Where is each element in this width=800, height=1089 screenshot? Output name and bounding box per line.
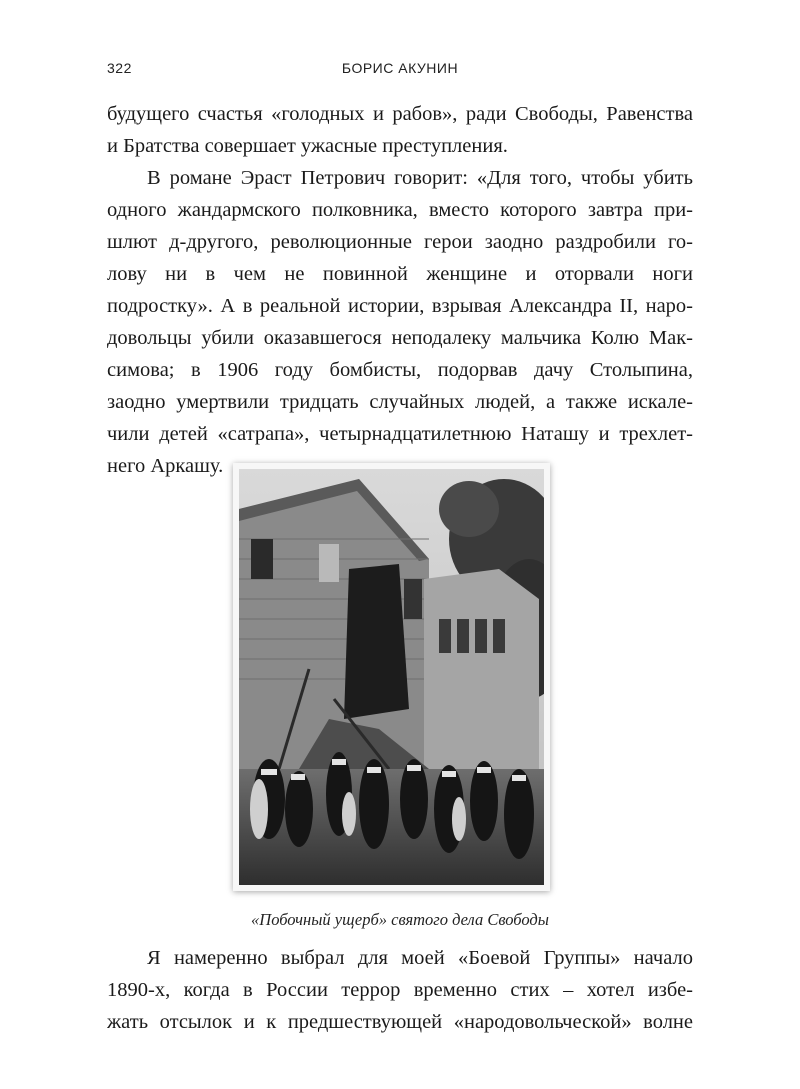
text-line: подростку». А в реальной истории, взрывая Александра II, наро- (107, 295, 693, 317)
paragraph (107, 162, 693, 482)
page-header (107, 60, 693, 80)
text-line: чили детей «сатрапа», четырнадцатилетнюю Наташу и трехлет- (107, 423, 693, 445)
paragraph (107, 942, 693, 1038)
body-text-top (107, 98, 693, 482)
photo-damaged-dacha (239, 469, 544, 885)
text-line: В романе Эраст Петрович говорит: «Для того, чтобы убить (147, 167, 693, 189)
text-line: заодно умертвили тридцать случайных людей, а также искале- (107, 391, 693, 413)
text-line: одного жандармского полковника, вместо которого завтра при- (107, 199, 693, 221)
figure-caption: «Побочный ущерб» святого дела Свободы (251, 910, 549, 929)
text-line: и Братства совершает ужасные преступления. (107, 135, 508, 157)
figure-photo (233, 463, 550, 891)
text-line: лову ни в чем не повинной женщине и оторвали ноги (107, 263, 693, 285)
body-text-bottom (107, 942, 693, 1038)
text-line: будущего счастья «голодных и рабов», ради Свободы, Равенства (107, 103, 693, 125)
running-head-author: БОРИС АКУНИН (341, 60, 459, 76)
text-line: довольцы убили оказавшегося неподалеку мальчика Колю Мак- (107, 327, 693, 349)
text-line: него Аркашу. (107, 455, 224, 477)
text-line: Я намеренно выбрал для моей «Боевой Группы» начало (147, 947, 693, 969)
page-number: 322 (107, 60, 132, 76)
text-line: симова; в 1906 году бомбисты, подорвав дачу Столыпина, (107, 359, 693, 381)
paragraph-continued (107, 98, 693, 162)
text-line: жать отсылок и к предшествующей «народовольческой» волне (107, 1011, 693, 1033)
text-line: шлют д-другого, революционные герои заодно раздробили го- (107, 231, 693, 253)
text-line: 1890-х, когда в России террор временно стих – хотел избе- (107, 979, 693, 1001)
